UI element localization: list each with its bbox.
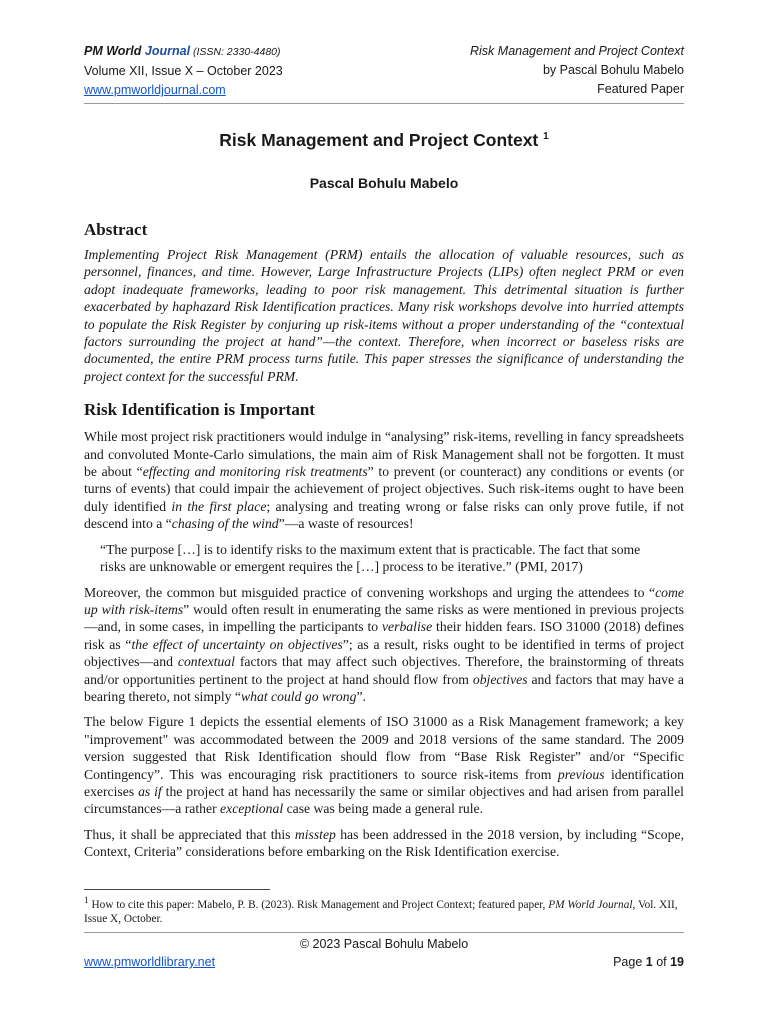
abstract-text: Implementing Project Risk Management (PRM) entails the allocation of valuable resources, such as personnel, finances, and time. However, Large Infrastructure Projects (LIPs) often neglect PRM or even adopt inadequate frameworks, leading to poor risk management. This detrimental situation is further exacerbated by haphazard Risk Identification practices. Many risk workshops devolve into hurried attempts to populate the Risk Register by conjuring up risk-items without a proper understanding of the “contextual factors surrounding the project at hand”—the context. Therefore, when incorrect or baseless risks are documented, the entire PRM process turns futile. This paper stresses the significance of understanding the project context for the successful PRM. (84, 247, 684, 384)
paragraph-3: The below Figure 1 depicts the essential elements of ISO 31000 as a Risk Management framework; a key "improvement" was accommodated between the 2009 and 2018 versions of the same standard. The 2009 version suggested that Risk Identification should flow from “Base Risk Register” and/or “Specific Contingency”. This was encouraging risk practitioners to source risk-items from previous identification exercises as if the project at hand has necessarily the same or similar objectives and had arisen from parallel circumstances—a rather exceptional case was being made a general rule. (84, 714, 684, 817)
footer-website-link[interactable]: www.pmworldlibrary.net (84, 955, 216, 969)
footnote: $^1$ How to cite this paper: Mabelo, P. B. (2023). Risk Management and Project Context; featured paper, PM World Journal, Vol. XII, Issue X, October. (84, 896, 678, 925)
journal-volume: Volume XII, Issue X – October 2023 (84, 64, 283, 78)
paragraph-1: While most project risk practitioners would indulge in “analysing” risk-items, revelling in fancy spreadsheets and convoluted Monte-Carlo simulations, the main aim of Risk Management shall not be forgotten. It must be about “effecting and monitoring risk treatments” to prevent (or counteract) any conditions or events (or turns of events) that could impair the achievement of project objectives. Such risk-items ought to have been duly identified in the first place; analysing and treating wrong or false risks can only prove futile, if not descend into a “chasing of the wind”—a waste of resources! (84, 429, 684, 532)
header-divider (84, 103, 684, 104)
footer-divider (84, 932, 684, 933)
paragraph-2: Moreover, the common but misguided practice of convening workshops and urging the attendees to “come up with risk-items” would often result in enumerating the same risks as were mentioned in previous projects—and, in some cases, in impelling the participants to verbalise their hidden fears. ISO 31000 (2018) defines risk as “the effect of uncertainty on objectives”; as a result, risks ought to be identified in terms of project objectives—and contextual factors that may affect such objectives. Therefore, the brainstorming of threats and/or opportunities pertinent to the project at hand should flow from objectives and factors that may have a bearing thereto, not simply “what could go wrong”. (84, 584, 684, 704)
journal-name (84, 42, 283, 62)
title-footnote-mark[interactable]: 1 (543, 131, 549, 143)
article-author: Pascal Bohulu Mabelo (309, 175, 459, 191)
footnote-mark: 1 (84, 896, 89, 906)
footnote-divider (84, 889, 270, 890)
paragraph-4: Thus, it shall be appreciated that this misstep has been addressed in the 2018 version, by including “Scope, Context, Criteria” considerations before embarking on the Risk Identification exercise. (84, 826, 684, 860)
section-heading: Risk Identification is Important (84, 400, 315, 420)
block-quote: “The purpose […] is to identify risks to the maximum extent that is practicable. The fact that some risks are unknowable or emergent requires the […] process to be iterative.” (PMI, 2017) (100, 541, 641, 575)
journal-brand: PM World Journal (84, 44, 191, 58)
header-article-title: Risk Management and Project Context (470, 44, 684, 58)
abstract-heading: Abstract (84, 220, 148, 239)
page-number: Page 1 of 19 (613, 955, 684, 969)
journal-issn: (ISSN: 2330-4480) (190, 46, 281, 58)
footer-copyright: © 2023 Pascal Bohulu Mabelo (299, 937, 469, 951)
journal-website-link[interactable]: www.pmworldjournal.com (84, 83, 226, 97)
header-byline: by Pascal Bohulu Mabelo (542, 63, 684, 77)
header-left (84, 42, 283, 100)
article-body (84, 219, 684, 869)
article-title: Risk Management and Project Context $^1$ (219, 130, 549, 150)
header-category: Featured Paper (597, 82, 684, 96)
header-right (470, 42, 684, 99)
